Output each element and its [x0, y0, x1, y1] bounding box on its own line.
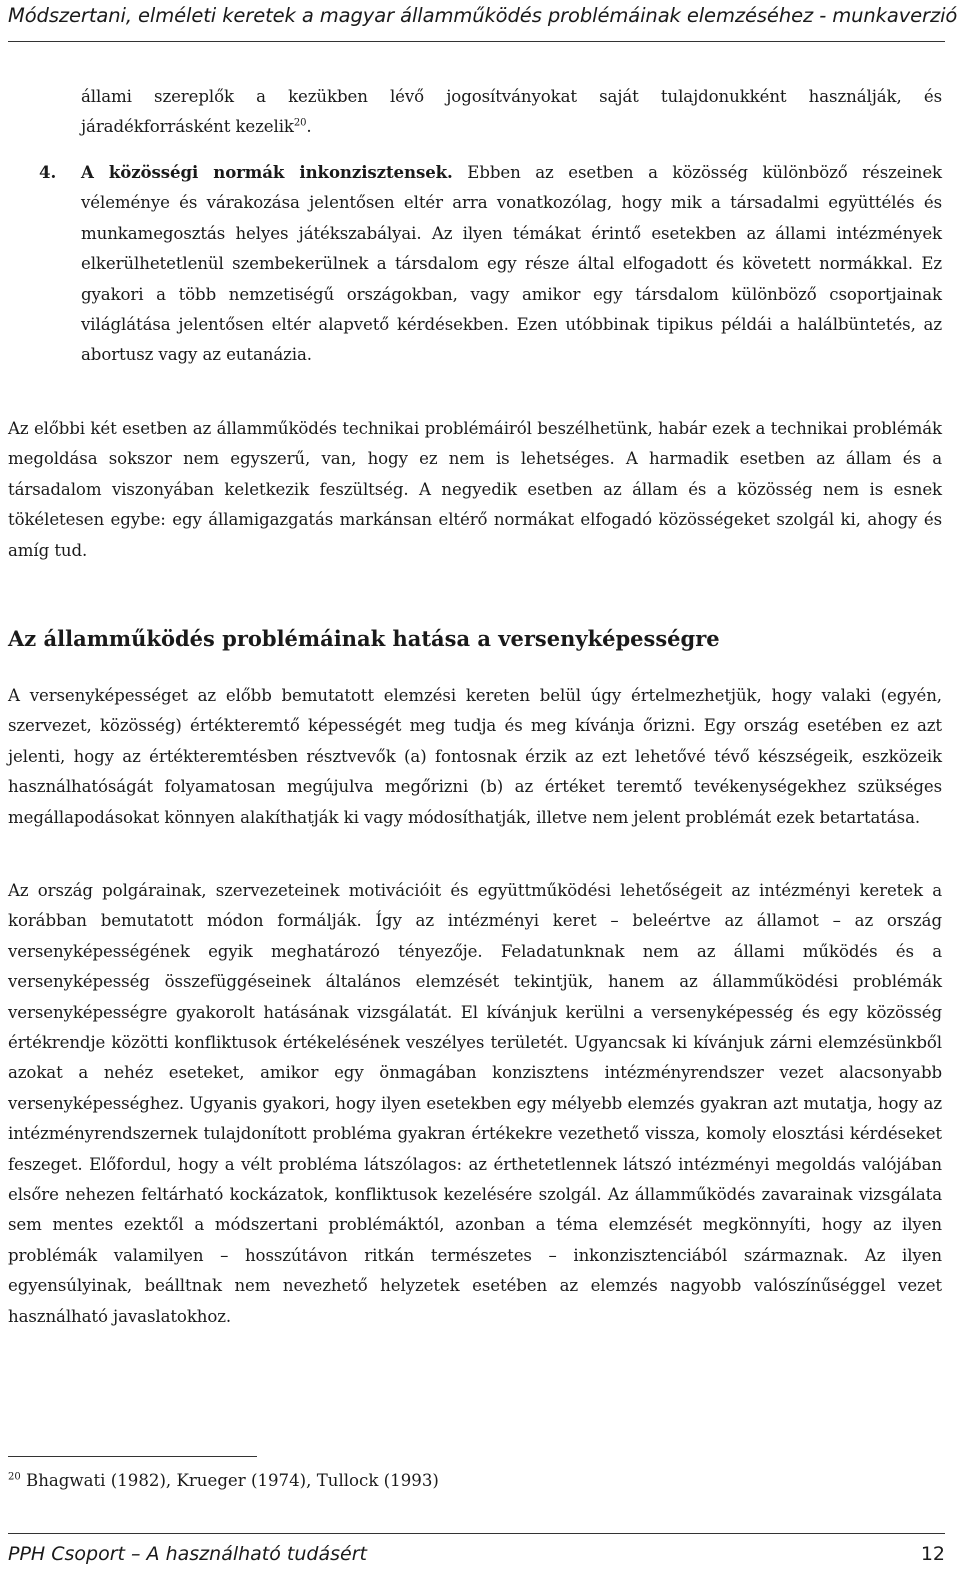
list-item-3-continuation — [81, 82, 942, 143]
footnote-text: Bhagwati (1982), Krueger (1974), Tullock (1993) — [20, 1471, 439, 1490]
list-item-4-lead: A közösségi normák inkonzisztensek. — [81, 162, 453, 182]
body-paragraph-1: A versenyképességet az előbb bemutatott elemzési kereten belül úgy értelmezhetjük, hogy valaki (egyén, szervezet, közösség) értékteremtő képességét meg tudja és meg kívánja őrizni. Egy ország esetében ez azt jelenti, hogy az értékteremtésben résztvevők (a) fontosnak érzik az ezt lehetővé tévő készségeik, eszközeik használhatóságát folyamatosan megújulva megőrizni (b) az értéket teremtő tevékenységekhez szükséges megállapodásokat könnyen alakíthatják ki vagy módosíthatják, illetve nem jelent problémát ezek betartatása. — [8, 686, 942, 827]
list-item-3-text: állami szereplők a kezükben lévő jogosítványokat saját tulajdonukként használják, és járadékforrásként kezelik — [81, 87, 942, 137]
footer-publisher: PPH Csoport – A használható tudásért — [8, 1543, 367, 1565]
page-number: 12 — [920, 1543, 945, 1565]
footer-divider — [8, 1533, 945, 1534]
footnote-number: 20 — [8, 1471, 21, 1483]
running-header: Módszertani, elméleti keretek a magyar államműködés problémáinak elemzéséhez - munkaverzió — [8, 4, 958, 27]
body-paragraph-2: Az ország polgárainak, szervezeteinek motivációit és együttműködési lehetőségeit az intézményi keretek a korábban bemutatott módon formálják. Így az intézményi keret – beleértve az államot – az ország versenyképességének egyik meghatározó tényezője. Feladatunknak nem az állami működés és a versenyképesség összefüggéseinek általános elemzését tekintjük, hanem az államműködési problémák versenyképességre gyakorolt hatásának vizsgálatát. El kívánjuk kerülni a versenyképesség és egy közösség értékrendje közötti konfliktusok értékelésének veszélyes területét. Ugyancsak ki kívánjuk zárni elemzésünkből azokat a nehéz eseteket, amikor egy önmagában konzisztens intézményrendszer vezet alacsonyabb versenyképességhez. Ugyanis gyakori, hogy ilyen esetekben egy mélyebb elemzés gyakran azt mutatja, hogy az intézményrendszernek tulajdonított probléma gyakran értékekre vezethető vissza, komoly elosztási kérdéseket feszeget. Előfordul, hogy a vélt probléma látszólagos: az érthetetlennek látszó intézményi megoldás valójában elsőre nehezen feltárható kockázatok, konfliktusok kezelésére szolgál. Az államműködés zavarainak vizsgálata sem mentes ezektől a módszertani problémáktól, azonban a téma elemzését megkönnyíti, hogy az ilyen problémák valamilyen – hosszútávon ritkán természetes – inkonzisztenciából származnak. Az ilyen egyensúlyinak, beálltnak nem nevezhető helyzetek esetében az elemzés nagyobb valószínűséggel vezet használható javaslatokhoz. — [8, 881, 942, 1326]
footnote — [8, 1468, 439, 1494]
section-heading: Az államműködés problémáinak hatása a versenyképességre — [8, 626, 720, 651]
summary-paragraph: Az előbbi két esetben az államműködés technikai problémáiról beszélhetünk, habár ezek a technikai problémák megoldása sokszor nem egyszerű, van, hogy ez nem is lehetséges. A harmadik esetben az állam és a társadalom viszonyában keletkezik feszültség. A negyedik esetben az állam és a közösség nem is esnek tökéletesen egybe: egy államigazgatás markánsan eltérő normákat elfogadó közösségeket szolgál ki, ahogy és amíg tud. — [8, 419, 942, 560]
list-item-4-number: 4. — [39, 162, 57, 182]
list-item-3-end: . — [306, 117, 312, 137]
list-item-4-text: Ebben az esetben a közösség különböző részeinek véleménye és várakozása jelentősen eltér arra vonatkozólag, hogy mik a társadalmi együttélés és munkamegosztás helyes játékszabályai. Az ilyen témákat érintő esetekben az állami intézmények elkerülhetetlenül szembekerülnek a társdalom egy része által elfogadott és követett normákkal. Ez gyakori a több nemzetiségű országokban, vagy amikor egy társdalom különböző csoportjainak világlátása jelentősen eltér alapvető kérdésekben. Ezen utóbbinak tipikus példái a halálbüntetés, az abortusz vagy az eutanázia. — [81, 163, 942, 365]
header-divider — [8, 41, 945, 42]
footnote-reference: 20 — [293, 117, 307, 129]
list-item-4 — [39, 157, 942, 371]
footnote-divider — [8, 1456, 257, 1457]
